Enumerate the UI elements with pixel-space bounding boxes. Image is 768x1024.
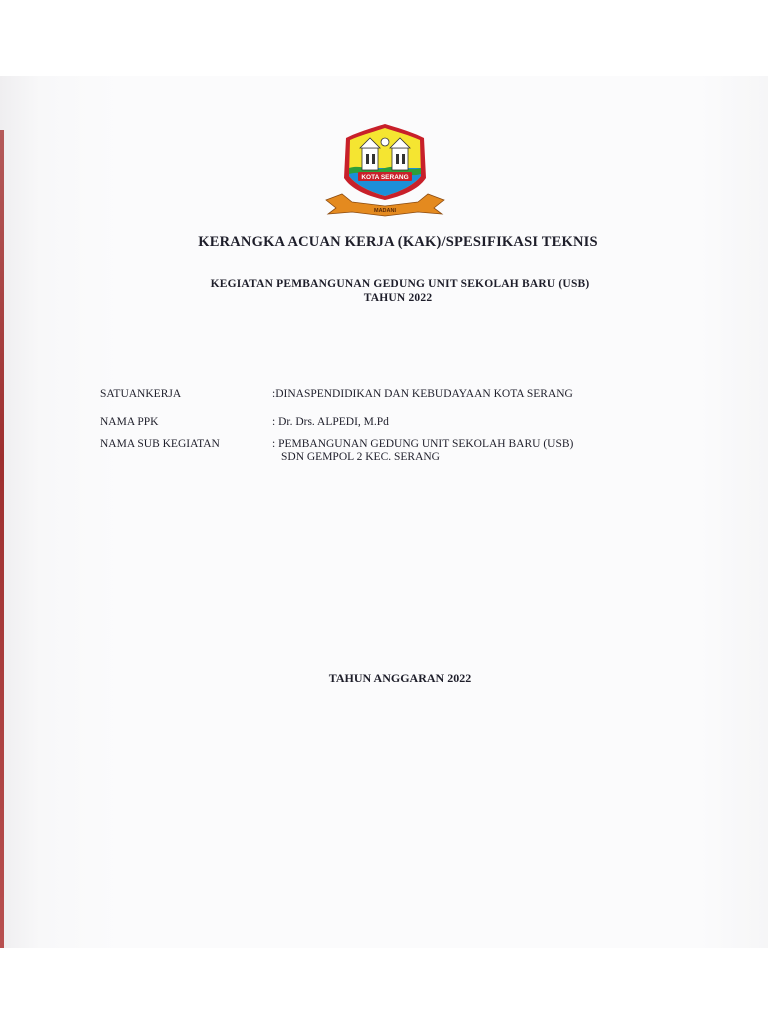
- binding-edge: [0, 130, 4, 948]
- field-label: NAMA SUB KEGIATAN: [100, 438, 220, 450]
- document-subtitle-year: TAHUN 2022: [363, 292, 433, 304]
- fiscal-year: TAHUN ANGGARAN 2022: [328, 671, 472, 685]
- field-value: :DINASPENDIDIKAN DAN KEBUDAYAAN KOTA SERANG: [272, 388, 573, 400]
- field-value: : Dr. Drs. ALPEDI, M.Pd: [272, 416, 389, 428]
- field-label: NAMA PPK: [100, 416, 159, 428]
- field-value: : PEMBANGUNAN GEDUNG UNIT SEKOLAH BARU (USB): [272, 438, 574, 450]
- emblem-motto-text: MADANI: [374, 208, 396, 214]
- scan-top-margin: [0, 0, 768, 76]
- document-title: KERANGKA ACUAN KERJA (KAK)/SPESIFIKASI TEKNIS: [198, 234, 598, 250]
- document-subtitle: KEGIATAN PEMBANGUNAN GEDUNG UNIT SEKOLAH BARU (USB): [210, 278, 590, 290]
- field-label: SATUANKERJA: [100, 388, 182, 400]
- scan-bottom-margin: [0, 948, 768, 1024]
- kota-serang-emblem-icon: [322, 118, 448, 218]
- emblem-banner-text: KOTA SERANG: [361, 174, 409, 181]
- field-value-line2: SDN GEMPOL 2 KEC. SERANG: [281, 451, 440, 463]
